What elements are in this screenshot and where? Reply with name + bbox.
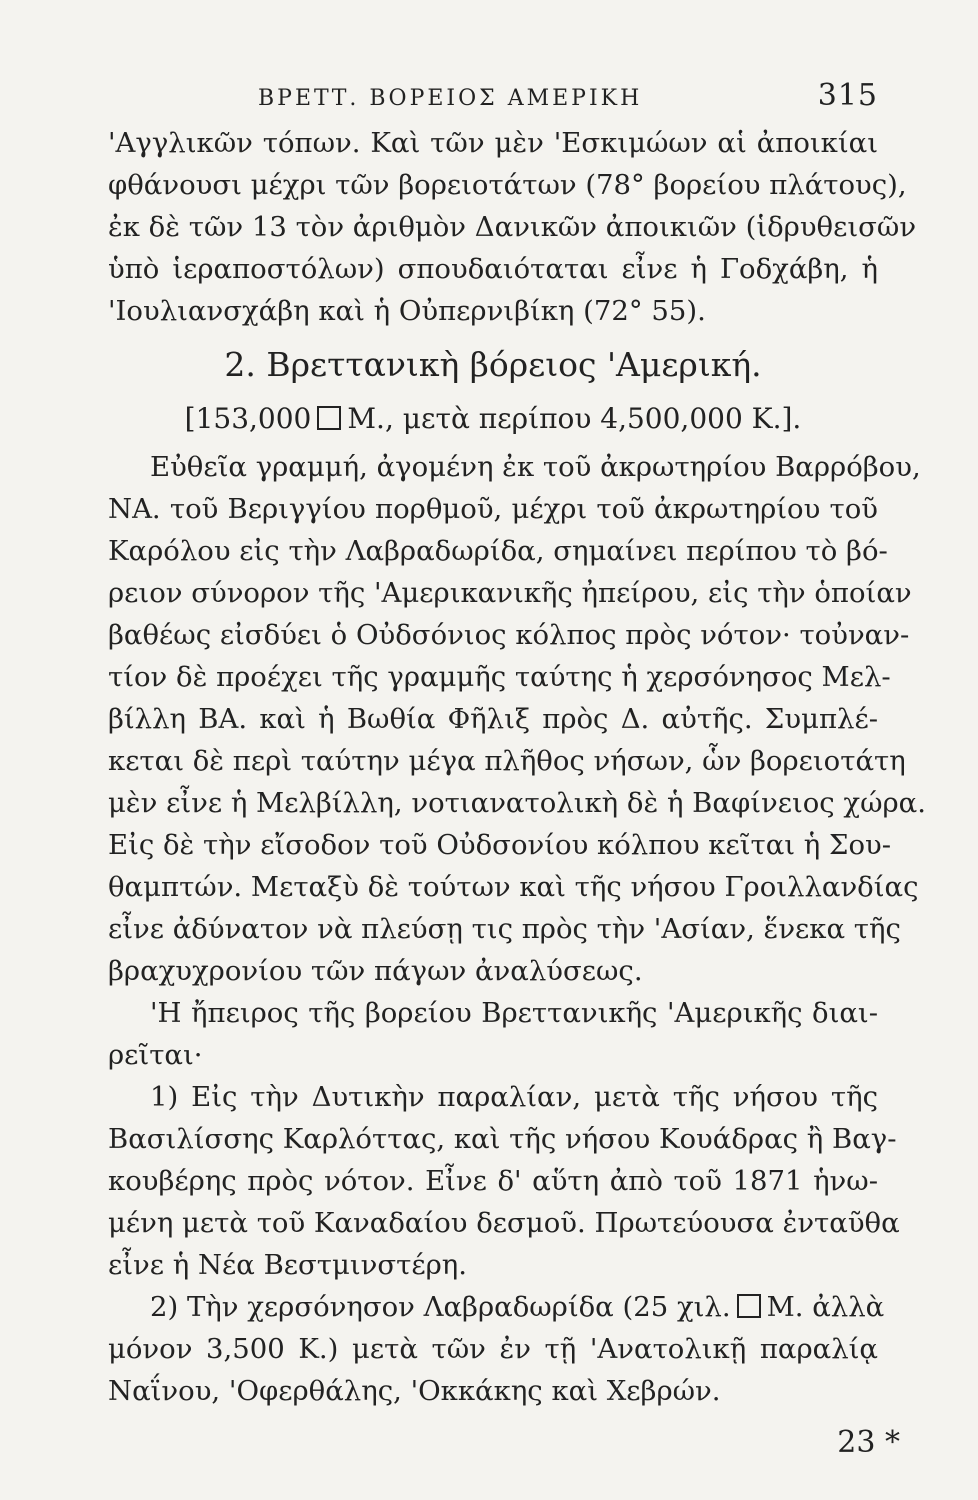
text-line: φθάνουσι μέχρι τῶν βορειοτάτων (78° βορείου πλάτους), — [108, 169, 907, 201]
page-number: 315 — [817, 78, 878, 113]
text-line: 'Ιουλιανσχάβη καὶ ἡ Οὐπερνιβίκη (72° 55). — [108, 295, 706, 327]
square-miles-icon — [737, 1294, 761, 1318]
text-line: βραχυχρονίου τῶν πάγων ἀναλύσεως. — [108, 955, 643, 987]
running-head: ΒΡΕΤΤ. ΒΟΡΕΙΟΣ ΑΜΕΡΙΚΗ — [258, 86, 643, 111]
text-line: ρειον σύνορον τῆς 'Αμερικανικῆς ἠπείρου, εἰς τὴν ὁποίαν — [108, 577, 912, 609]
text-line: 1) Εἰς τὴν Δυτικὴν παραλίαν, μετὰ τῆς νήσου τῆς — [150, 1081, 878, 1113]
page-header — [108, 78, 878, 118]
text-line: κουβέρης πρὸς νότον. Εἶνε δ' αὕτη ἀπὸ τοῦ 1871 ἡνω- — [108, 1165, 878, 1197]
text-line: εἶνε ἀδύνατον νὰ πλεύσῃ τις πρὸς τὴν 'Ασίαν, ἕνεκα τῆς — [108, 913, 901, 945]
paragraph-3 — [108, 992, 878, 1076]
text-line: ἐκ δὲ τῶν 13 τὸν ἀριθμὸν Δανικῶν ἀποικιῶν (ἱδρυθεισῶν — [108, 211, 917, 243]
text-line: θαμπτών. Μεταξὺ δὲ τούτων καὶ τῆς νήσου Γροιλλανδίας — [108, 871, 919, 903]
text-line: Ναΐνου, 'Οφερθάλης, 'Οκκάκης καὶ Χεβρών. — [108, 1375, 721, 1407]
para5-line1-right: Μ. ἀλλὰ — [766, 1291, 885, 1323]
paragraph-1 — [108, 122, 917, 332]
section-title: 2. Βρεττανικὴ βόρειος 'Αμερική. — [224, 345, 762, 384]
paragraph-5 — [108, 1286, 885, 1412]
text-line: 'Αγγλικῶν τόπων. Καὶ τῶν μὲν 'Εσκιμώων αἱ ἀποικίαι — [108, 127, 878, 159]
square-miles-icon — [317, 406, 341, 430]
text-line: Καρόλου εἰς τὴν Λαβραδωρίδα, σημαίνει περίπου τὸ βό- — [108, 535, 888, 567]
text-line: κεται δὲ περὶ ταύτην μέγα πλῆθος νήσων, ὧν βορειοτάτη — [108, 745, 906, 777]
dims-area: [153,000 — [184, 402, 312, 435]
paragraph-4 — [108, 1076, 900, 1286]
text-line: τίον δὲ προέχει τῆς γραμμῆς ταύτης ἡ χερσόνησος Μελ- — [108, 661, 891, 693]
text-line: Εἰς δὲ τὴν εἴσοδον τοῦ Οὐδσονίου κόλπου κεῖται ἡ Σου- — [108, 829, 892, 861]
signature-mark: 23 * — [837, 1425, 900, 1460]
text-line: 'Η ἤπειρος τῆς βορείου Βρεττανικῆς 'Αμερικῆς διαι- — [150, 997, 878, 1029]
para5-line1-left: 2) Τὴν χερσόνησον Λαβραδωρίδα (25 χιλ. — [150, 1291, 731, 1323]
text-line: μόνον 3,500 Κ.) μετὰ τῶν ἐν τῇ 'Ανατολικῇ παραλίᾳ — [108, 1333, 878, 1365]
text-line: εἶνε ἡ Νέα Βεστμινστέρη. — [108, 1249, 468, 1281]
text-line: ρεῖται· — [108, 1039, 203, 1071]
text-line: μὲν εἶνε ἡ Μελβίλλη, νοτιανατολικὴ δὲ ἡ Βαφίνειος χώρα. — [108, 787, 926, 819]
text-line: βαθέως εἰσδύει ὁ Οὐδσόνιος κόλπος πρὸς νότον· τοὐναν- — [108, 619, 910, 651]
text-line: βίλλη ΒΑ. καὶ ἡ Βωθία Φῆλιξ πρὸς Δ. αὐτῆς. Συμπλέ- — [108, 703, 878, 735]
text-line: Βασιλίσσης Καρλόττας, καὶ τῆς νήσου Κουάδρας ἢ Βαγ- — [108, 1123, 897, 1155]
text-line: ΝΑ. τοῦ Βεριγγίου πορθμοῦ, μέχρι τοῦ ἀκρωτηρίου τοῦ — [108, 493, 878, 525]
text-line: Εὐθεῖα γραμμή, ἀγομένη ἐκ τοῦ ἀκρωτηρίου Βαρρόβου, — [150, 451, 921, 483]
page-body — [108, 122, 926, 1412]
text-line: μένη μετὰ τοῦ Καναδαίου δεσμοῦ. Πρωτεύουσα ἐνταῦθα — [108, 1207, 900, 1239]
paragraph-2 — [108, 446, 926, 992]
dims-population: Μ., μετὰ περίπου 4,500,000 Κ.]. — [347, 402, 802, 435]
text-line: ὑπὸ ἱεραποστόλων) σπουδαιόταται εἶνε ἡ Γοδχάβη, ἡ — [108, 253, 878, 285]
section-dimensions — [108, 398, 878, 440]
text-line — [108, 1286, 885, 1328]
